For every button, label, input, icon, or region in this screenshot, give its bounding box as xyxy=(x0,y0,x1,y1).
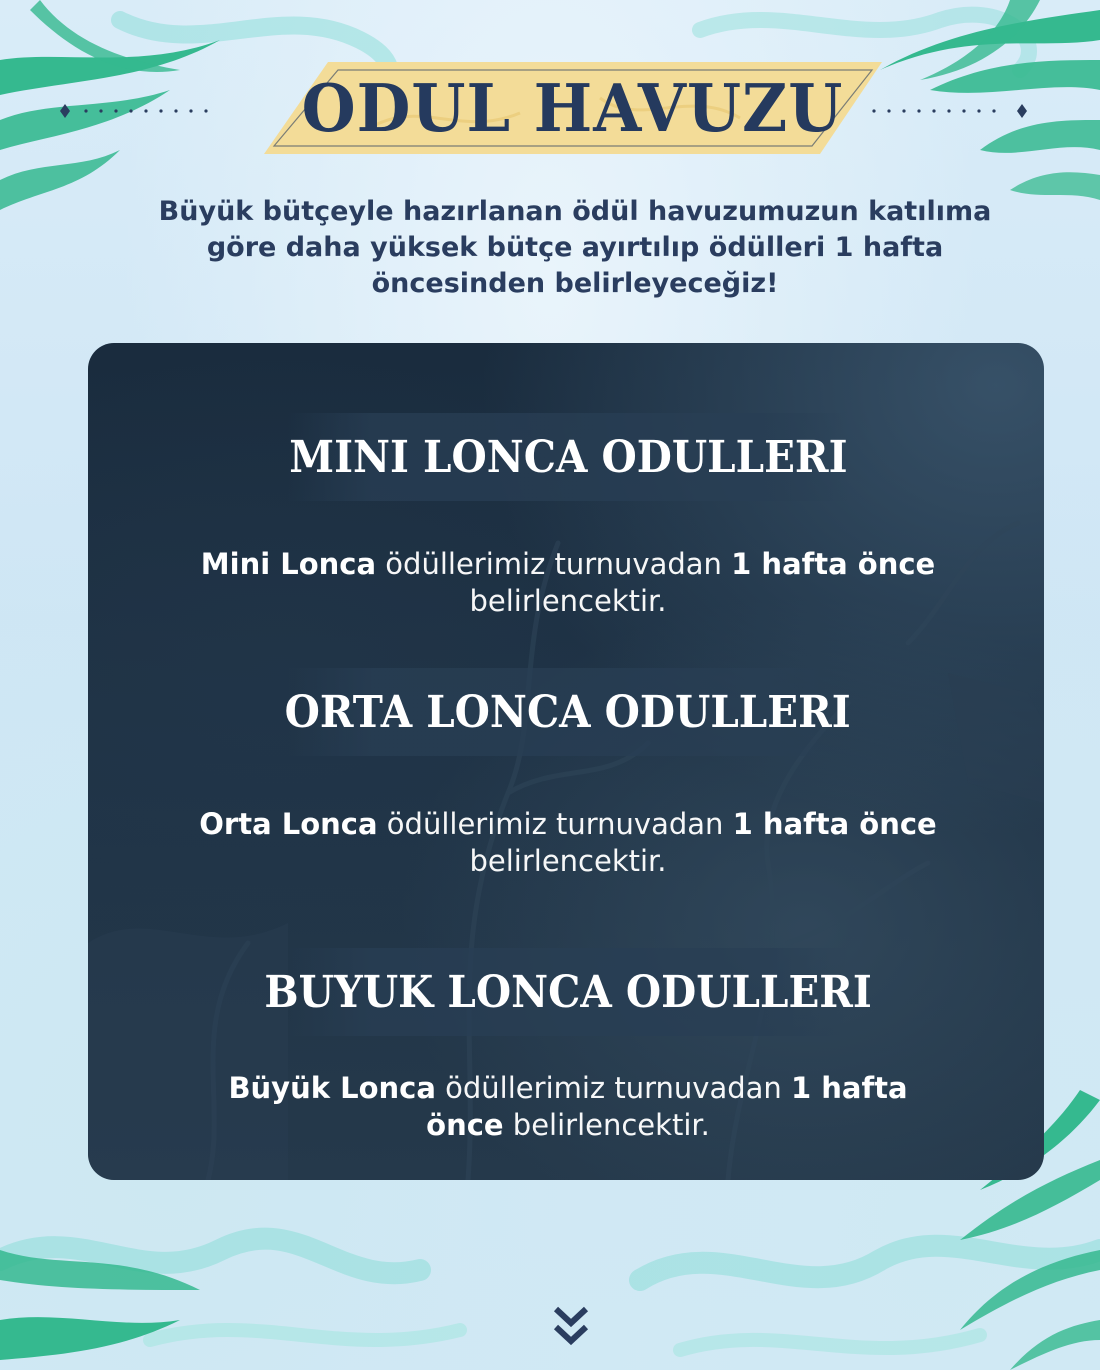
intro-text: Büyük bütçeyle hazırlanan ödül havuzumuzun katılıma göre daha yüksek bütçe ayırtılıp ödülleri 1 hafta öncesinden belirleyeceğiz! xyxy=(158,196,992,299)
section-mini-desc xyxy=(188,546,948,620)
desc-bold-mid: 1 hafta önce xyxy=(732,807,937,841)
desc-end: belirlencektir. xyxy=(503,1108,710,1142)
desc-middle: ödüllerimiz turnuvadan xyxy=(435,1071,792,1105)
section-orta-title: ORTA LONCA ODULLERI xyxy=(284,686,852,738)
desc-middle: ödüllerimiz turnuvadan xyxy=(377,807,733,841)
divider-left-icon xyxy=(56,104,226,118)
rewards-card xyxy=(88,343,1044,1180)
desc-end: belirlencektir. xyxy=(469,584,667,618)
desc-bold-mid: 1 hafta önce xyxy=(426,1071,908,1142)
page-title: ODUL HAVUZU xyxy=(301,69,844,147)
double-chevron-down-icon[interactable] xyxy=(552,1305,590,1353)
title-banner xyxy=(260,58,885,158)
palm-leaf-bottom-left xyxy=(0,1170,260,1370)
desc-bold-start: Mini Lonca xyxy=(200,547,377,581)
section-mini-title: MINI LONCA ODULLERI xyxy=(288,431,848,483)
section-buyuk-desc xyxy=(188,1070,948,1144)
desc-bold-mid: 1 hafta önce xyxy=(731,547,936,581)
divider-right-icon xyxy=(864,104,1034,118)
section-buyuk-header xyxy=(264,948,872,1036)
section-mini-header xyxy=(288,413,848,501)
desc-middle: ödüllerimiz turnuvadan xyxy=(376,547,732,581)
section-orta-header xyxy=(284,668,852,756)
section-orta-desc xyxy=(188,806,948,880)
desc-bold-start: Büyük Lonca xyxy=(228,1071,436,1105)
desc-bold-start: Orta Lonca xyxy=(199,807,378,841)
section-buyuk-title: BUYUK LONCA ODULLERI xyxy=(264,966,872,1018)
desc-end: belirlencektir. xyxy=(469,844,667,878)
